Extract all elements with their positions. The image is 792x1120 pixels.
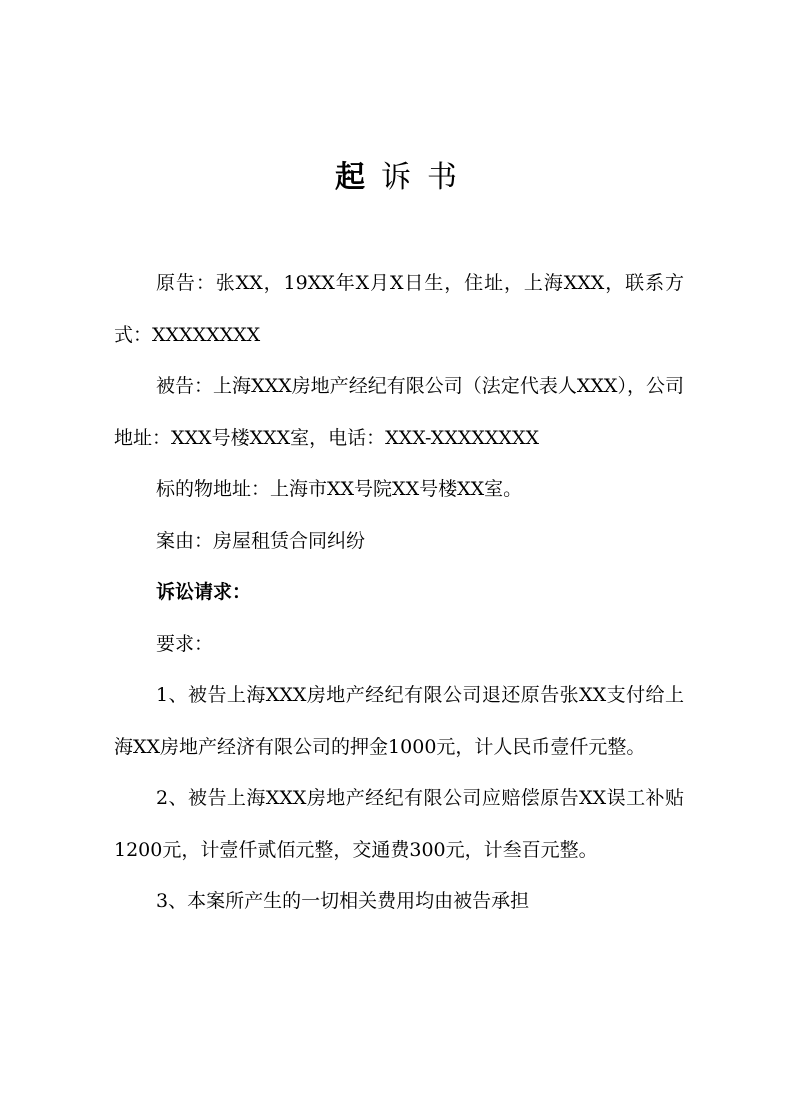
subject-address: 标的物地址：上海市XX号院XX号楼XX室。 — [156, 478, 523, 500]
claim-item-2: 2、被告上海XXX房地产经纪有限公司应赔偿原告XX误工补贴1200元，计壹仟贰佰元整，交通费300元，计叁百元整。 — [114, 787, 684, 861]
claim-item-1: 1、被告上海XXX房地产经纪有限公司退还原告张XX支付给上海XX房地产经济有限公司的押金1000元，计人民币壹仟元整。 — [114, 684, 684, 758]
title-char-3: 书 — [427, 160, 457, 195]
claims-heading: 诉讼请求： — [156, 581, 252, 603]
document-body — [114, 258, 684, 928]
plaintiff-info: 原告：张XX，19XX年X月X日生，住址，上海XXX，联系方式：XXXXXXXX — [114, 272, 684, 346]
case-cause: 案由：房屋租赁合同纠纷 — [156, 529, 366, 552]
request-label: 要求： — [156, 632, 214, 655]
title-char-2: 诉 — [381, 160, 411, 195]
document-title — [0, 158, 792, 198]
title-char-1: 起 — [335, 160, 365, 195]
defendant-info: 被告：上海XXX房地产经纪有限公司（法定代表人XXX），公司地址：XXX号楼XXX室，电话：XXX-XXXXXXXX — [114, 375, 684, 449]
claim-item-3: 3、本案所产生的一切相关费用均由被告承担 — [156, 890, 530, 912]
